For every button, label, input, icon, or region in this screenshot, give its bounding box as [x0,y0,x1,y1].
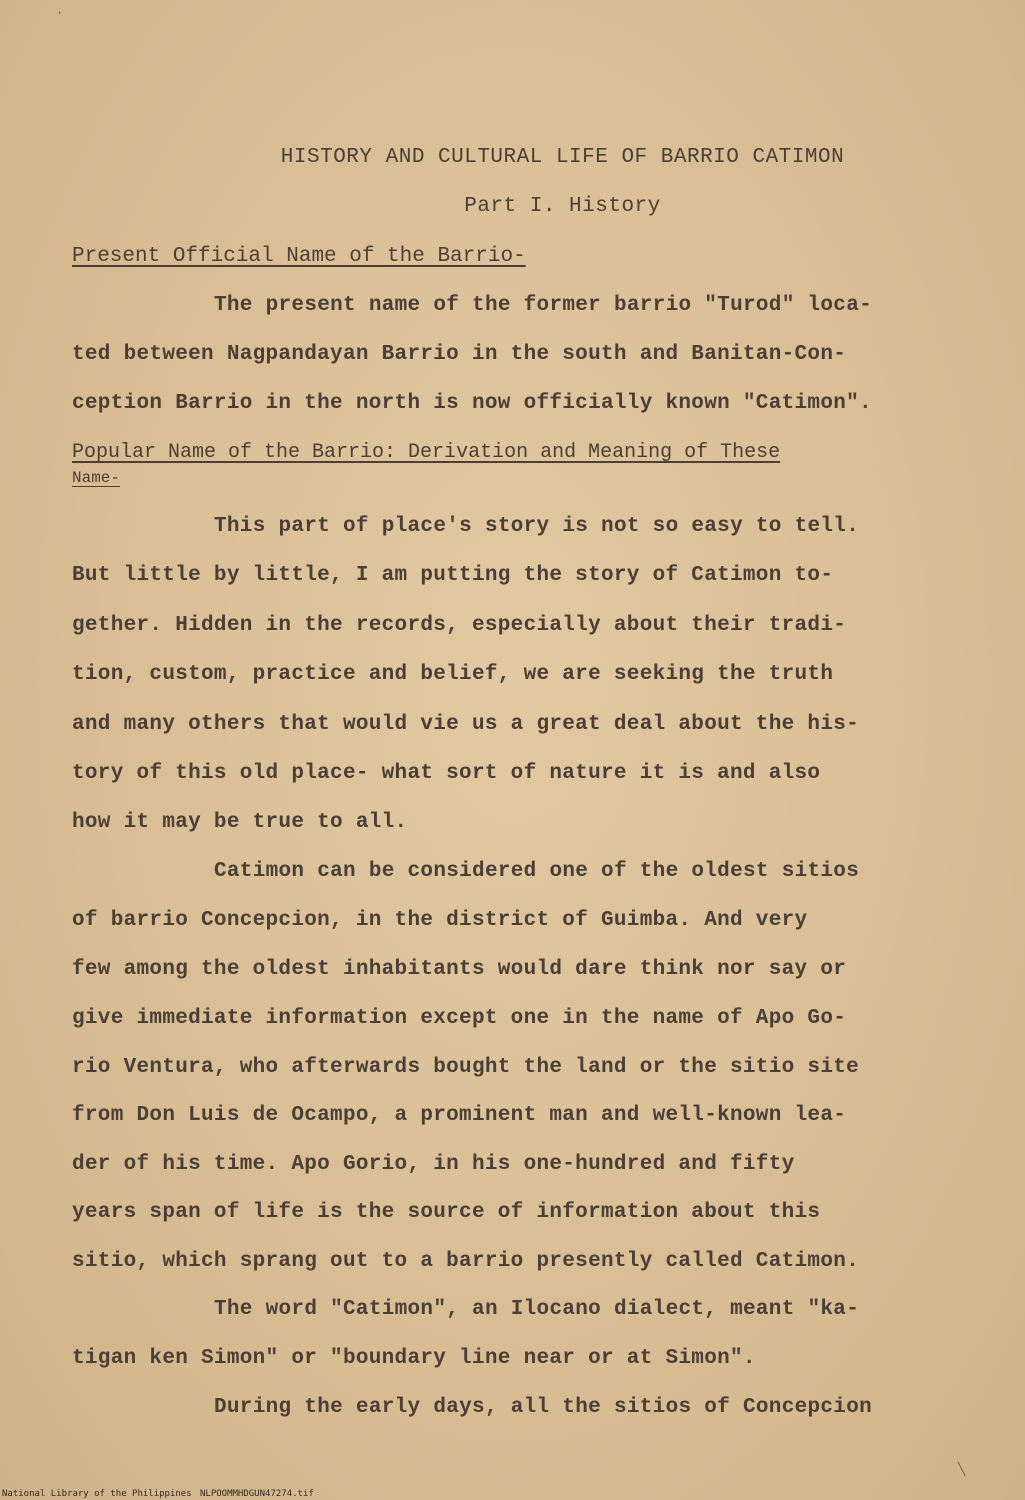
paragraph-line: der of his time. Apo Gorio, in his one-hundred and fifty [72,1153,795,1176]
paragraph-line: tory of this old place- what sort of nature it is and also [72,762,821,785]
document-title: HISTORY AND CULTURAL LIFE OF BARRIO CATIMON [280,146,845,169]
footer-library: National Library of the Philippines [2,1489,192,1499]
paragraph-line: from Don Luis de Ocampo, a prominent man and well-known lea- [72,1104,847,1127]
corner-mark: ╲ [958,1463,966,1477]
paragraph-line: tigan ken Simon" or "boundary line near or at Simon". [72,1347,756,1370]
paragraph-line: gether. Hidden in the records, especially about their tradi- [72,614,847,637]
paragraph-line: give immediate information except one in the name of Apo Go- [72,1007,847,1030]
part-heading: Part I. History [464,195,661,218]
corner-mark: · [56,6,64,20]
paragraph-line: During the early days, all the sitios of Concepcion [214,1396,873,1419]
section-heading-popular-name-cont: Name- [72,469,121,487]
paragraph-line: This part of place's story is not so easy to tell. [214,515,860,538]
paragraph-line: But little by little, I am putting the story of Catimon to- [72,564,834,587]
paragraph-line: years span of life is the source of information about this [72,1201,821,1224]
paragraph-line: how it may be true to all. [72,811,408,834]
paragraph-line: ception Barrio in the north is now officially known "Catimon". [72,392,872,415]
paragraph-line: tion, custom, practice and belief, we are seeking the truth [72,663,834,686]
paragraph-line: few among the oldest inhabitants would dare think nor say or [72,958,847,981]
paragraph-line: sitio, which sprang out to a barrio presently called Catimon. [72,1250,860,1273]
section-heading-popular-name: Popular Name of the Barrio: Derivation and Meaning of These [72,441,781,464]
paragraph-line: Catimon can be considered one of the oldest sitios [214,860,860,883]
paragraph-line: The word "Catimon", an Ilocano dialect, meant "ka- [214,1298,860,1321]
footer-filename: NLPOOMMHDGUN47274.tif [200,1489,314,1499]
paragraph-line: The present name of the former barrio "Turod" loca- [214,294,873,317]
paragraph-line: of barrio Concepcion, in the district of Guimba. And very [72,909,808,932]
paragraph-line: ted between Nagpandayan Barrio in the south and Banitan-Con- [72,343,847,366]
section-heading-official-name: Present Official Name of the Barrio- [72,245,526,268]
paragraph-line: rio Ventura, who afterwards bought the land or the sitio site [72,1056,860,1079]
paragraph-line: and many others that would vie us a great deal about the his- [72,713,860,736]
